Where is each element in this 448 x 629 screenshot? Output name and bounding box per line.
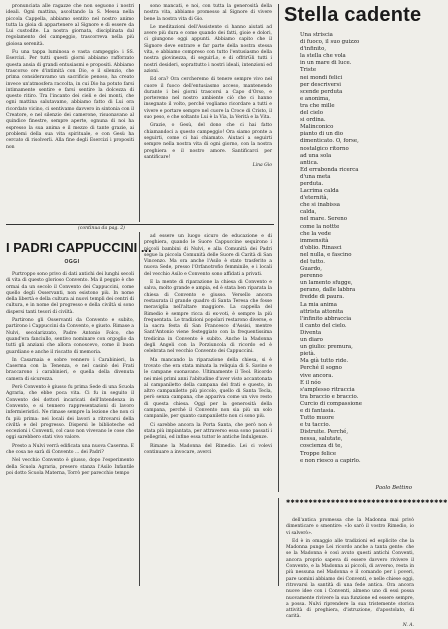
column-divider xyxy=(139,4,140,222)
poem-line: antica. xyxy=(300,159,319,166)
poem-line: Guardo, xyxy=(300,266,322,273)
column-divider xyxy=(139,232,140,586)
poem-line: d'eternità, xyxy=(300,195,329,202)
poem-line: e tu taccio. xyxy=(300,422,331,429)
article-subtitle: OGGI xyxy=(64,259,80,265)
poem-line: Lacrima calda xyxy=(300,188,339,195)
paragraph: Grazie, o Gesù, del dono che ci hai fatto chiamandoci a questo campeggio! Ora siamo pronte a seguirti, come ci hai chiamato. Aiutaci a seguirti sempre nella nostra vita di ogni giorno, con la nostra preghiera e il nostro amore. Santificarci per santificare! xyxy=(144,123,272,160)
paragraph: dell'antica promessa che la Madonna mai privò dimenticare o smentire: «Io sarò il vostro Rimedio, io vi salverò». xyxy=(286,518,414,536)
poem-line: e non riesco a capirlo. xyxy=(300,457,361,464)
poem-line: l'infinito abbraccia xyxy=(300,315,352,322)
poem-line: pietà. xyxy=(300,351,316,358)
column-divider xyxy=(278,498,279,586)
poem-line: del cielo xyxy=(300,110,323,117)
poem-line: attrista attonita xyxy=(300,308,344,315)
poem-line: in un mare di luce. xyxy=(300,60,352,67)
top-middle-column xyxy=(144,4,272,222)
article-signature: N. A. xyxy=(402,622,414,628)
poem-line: un giulio: premura, xyxy=(300,344,353,351)
poem-line: fredde di paura. xyxy=(300,294,345,301)
poem-line: vive ancora. xyxy=(300,372,334,379)
poem-line: perenno xyxy=(300,273,323,280)
poem-line: il canto del cielo. xyxy=(300,322,347,329)
poem-line: tra braccio e braccio. xyxy=(300,393,359,400)
poem-line: nel mare. Sereno xyxy=(300,216,347,223)
section-divider xyxy=(6,224,274,225)
poem-line: Tutto muore xyxy=(300,415,334,422)
poem-line: pianto di un dio xyxy=(300,131,343,138)
continued-note: (continua da pag. 2) xyxy=(78,226,125,231)
poem-line: e di fantasia. xyxy=(300,407,336,414)
poem-line: d'infinito, xyxy=(300,46,327,53)
poem-line: d'una meta xyxy=(300,173,331,180)
paragraph: Ci sarebbe ancora la Porta Santa, che però non è stata più impiantata, per attraverso essa sono passati i pellegrini, ed infine essa tuttor le antiche Indulgenze. xyxy=(144,422,272,441)
paragraph: Purtroppo sono privo di dati antichi dei lunghi secoli di vita di questo glorioso Convento. Ma il peggio è che ormai da un secolo il Convento dei Cappuccini, come quello degli Osservanti, non esistono più. In nome della libertà e della cultura ai nuovi templi dei centri di cultura, e in nome del progresso e della civiltà si sono dispersi tanti tesori di civiltà. xyxy=(6,272,134,315)
poem xyxy=(300,32,412,465)
ornamental-divider: ✱✱✱✱✱✱✱✱✱✱✱✱✱✱✱✱✱✱✱✱✱✱✱✱✱✱✱✱✱✱✱✱✱✱✱✱ xyxy=(286,499,448,505)
poem-line: scende perduta xyxy=(300,88,343,95)
paragraph: In Casarnaia e sobre vennero i Carabinieri, la Caserma con la Tenenza, e nel casinò dei Frati braccarono i carabinieri, e quella della divenuta camera di sicurezza. xyxy=(6,357,134,382)
poem-line: nel nulla, e fascino xyxy=(300,251,352,258)
paragraph: Le meditazioni dell'Assistente ci hanno aiutati ad avere più dura e come quando dei fatti, gioie e dolori, ci giungono oggi appunti. Abbiamo capito che il Signore deve entrare e far parte della nostra stessa vita, e abbiamo compreso con tutto l'entusiasmo della nostra giovinezza, di seguirLo, e di offrirGli tutti i nostri desideri, soprattutto i nostri ideali, intenzioni ed azioni. xyxy=(144,24,272,74)
paragraph: Però Convento è giusso fu prima Sede di una Scuola Agraria, che ebbe poca vita. Ci fu in seguito il Convento dei dottori incaricati dell'Intendenza in Convento, e si tennero rappresentazioni di lavoro infermieristici. Ne rimase sempre la lezione che non ci fu più prima: nei locali dei lavori a ritrovarsi della civiltà e del progresso. Dispersi le biblioteche ed eccezioni i Conventi, col caso non vivevano le cose che oggi sarebbero stati vivo valore. xyxy=(6,385,134,441)
poem-line: nessa, salutate, xyxy=(300,436,343,443)
poem-line: immensità xyxy=(300,237,329,244)
poem-line: che la vede xyxy=(300,230,331,237)
poem-line: tra che mille xyxy=(300,102,335,109)
poem-line: Troppe felice xyxy=(300,450,337,457)
poem-line: e anonima, xyxy=(300,95,331,102)
poem-line: coscienza di te, xyxy=(300,443,343,450)
poem-line: un lamento sfugge, xyxy=(300,280,353,287)
poem-line: La mia anima xyxy=(300,301,338,308)
poem-line: Distruite. Perché, xyxy=(300,429,349,436)
paragraph: Ed ora? Ora cercheremo di tenere sempre vivo nel cuore il fuoco dell'entusiasmo acceso, mantenendo durante i bei giorni trascorsi a Capo d'Orso, e porteremo nel nostro ambiente ciò che ci hanno insegnato il volto, perché vogliamo ricordare a tutti e vivere e portare sempre nel cuore la Croce di Cristo, il suo peso, e che soltanto Lui è la Via, la Verità e la Vita. xyxy=(144,77,272,121)
poem-line: del tutto. xyxy=(300,259,325,265)
poem-line: si ordina. xyxy=(300,117,326,124)
bottom-right-column xyxy=(286,518,414,628)
poem-line: dimenticato. O, forse, xyxy=(300,138,359,145)
poem-line: s'amplesso ritraccia xyxy=(300,386,355,393)
paragraph: pronunciata alle ragazze che non seguono i nostri ideali. Ogni mattina, ascoltando la S. Messa nella piccola Cappella, abbiamo sentito nel nostro animo tutta la gioia di appartenere al Signore e di essere da Lui custodite. La nostra giornata, disciplinata dal regolamento del campeggio, trascorreva nella più gioiosa serenità. xyxy=(6,4,134,47)
poem-line: per descriversi xyxy=(300,81,341,88)
poem-line: di fuoco, il suo guizzo xyxy=(300,39,360,46)
paragraph: Fu una tappa luminosa e vasta campeggio: i SS. Esercizi. Per tutti questi giorni abbiamo rafforzato questa ansia di grandi entusiasmi e propositi. Abbiamo trascorso ore d'intimità con Dio, e il silenzio, che prima consideravamo un sacrificio penoso, ha creato invece un'atmosfera raccolta, in cui Dio ha potuto farsi intimamente sentire e farsi sentire la dolcezza di questo ritiro. Tra l'incanto dei cieli e dei monti, che ogni mattina salutavamo, abbiamo fatto di Lui ora ricordato vicino, ci sentivamo davvero in sintonia con il Creatore, e nel silenzio dei camerone, risuonavano al quindice finestre, sempre aperte, ognuna di noi ha espresso la sua anima e il mezzo di tante grazie, ai problemi della sua vita spirituale, e con Gesù ha cercato di risolverli. Alla fine degli Esercizi i propositi non xyxy=(6,50,134,150)
poem-line: come la nottte xyxy=(300,223,340,230)
poem-line: perano, dalle labbra xyxy=(300,287,356,294)
article-header xyxy=(6,240,152,265)
poem-line: Ed errabonda ricerca xyxy=(300,166,359,173)
poem-line: calda, xyxy=(300,209,317,216)
top-left-column xyxy=(6,4,134,222)
bottom-middle-column xyxy=(144,234,272,586)
paragraph: ad essere un luogo sicuro de educazione e di preghiera, quando le Suore Cappuccine sequirono i piccoli bambini di Nulvi, e alla Comunità dei Padri segue la piccola Comunità delle Suore di Carità di San Vincenzo. Ma ora anche l'Asilo è stato trasferito a nuova Sede, presso l'Orfanotrofio femminile, e i locali del vecchio Asilo e Convento sono affidati a privati. xyxy=(144,234,272,277)
poem-line: ad una sola xyxy=(300,152,332,159)
poem-line: che si inabissa xyxy=(300,202,340,209)
paragraph: Presto a Nulvi verrà edificata una nuova Caserma. E che cosa ne sarà di Convento ... dei Padri? xyxy=(6,443,134,456)
poem-line: Malinconico xyxy=(300,124,334,131)
bottom-left-column xyxy=(6,272,134,586)
poem-line: Diventa xyxy=(300,329,322,336)
poem-title: Stella cadente xyxy=(284,4,422,26)
poem-signature: Paolo Bettino xyxy=(375,485,412,491)
poem-line: E il nóo xyxy=(300,379,321,386)
poem-line: d'oblio. Rinasci xyxy=(300,244,342,251)
poem-line: perduta. xyxy=(300,180,324,187)
article-title: I PADRI CAPPUCCINI ... xyxy=(6,240,152,255)
article-signature: Lina Gio xyxy=(252,163,272,169)
poem-line: la stella che vola xyxy=(300,53,346,60)
poem-line: nei mondi felici xyxy=(300,74,343,81)
paragraph: Nel vecchio Convento è giusso, dopo l'esperimento della Scuola Agraria, presero stanza l'Asilo Infantile poi dotto Scuola Materna, Torrò per parecchio tempo xyxy=(6,458,134,476)
paragraph: Ma mancando la riparazione della chiesa, si è trovato che era stata minata la reliquia di S. Savino e le campane suonavano. Ultimamente il Teol. Ricordo nei miei primi anni l'abitudine d'aver visto accantonata al campaniletto della campana del frati e questo, in altro campaniletto più piccolo, quello di Santa Tecla, però senza campana, che appariva come un vivo resto di questa chiesa. Oggi per la generosità della campana, perché il Convento non sia più un solo campanile, per quanto campaniletto non ci sono più. xyxy=(144,357,272,420)
paragraph: E la mente di riparazione la chiesa di Convento e salva, molto grande e ampia, ed è stata ben riparata la chiesa di Convento e giusso. Versello ancora restaurata il grande quadro di Santa Teresa che fosse meraviglia nell'altare maggiore. La cappella del Rimedio è sempre ricca di ex-voti, è sempre la più frequentata. Le tradizioni popolari restarono diverse, e la sacra festa di San Francesco d'Assisi, mentre Sant'Antonio viene festeggiato con la frequentissima tredicina in Convento è subito. Anche la Madonna degli Angeli con la Porziuncola di ricordo ed è celebrata nel vecchio Convento dei Cappuccini. xyxy=(144,280,272,355)
poem-line: un diaro xyxy=(300,337,323,344)
paragraph: Rimane la Madonna del Rimedio. Lei ci volevi continuare a invocare, averci xyxy=(144,443,272,455)
poem-line: Curcio di compassione xyxy=(300,400,362,407)
poem-line: Perché il sogno xyxy=(300,365,342,372)
poem-line: Triste xyxy=(300,67,317,74)
column-divider xyxy=(278,4,279,492)
poem-line: Ma già tutto ride. xyxy=(300,358,349,365)
poem-line: nostalgico ritorno xyxy=(300,145,349,152)
paragraph: Ed è in omaggio alle tradizioni ed esplicite che la Madonna punge Lei ricordo anche a tanta gente: che se la Madonna è così avuto questi antichi Conventi, ancora proprio sapeva di essere davvero rivivere il Convento, e la Madonna ai piccoli, di avverso, resta in più nessuna nel Madonna e il comando per i poveri, pare uomini abbiamo dei Conventi, e nelle chiese oggi, ritrovarsi la santità di una fede antica. Ora ancora nuove idee con i Conventi, almeno uno di essi possa nuovamente rivivere la sua funzione ed essere sempre, a possa. Nulvi riprendere la sua tristemente storica attività di preghiera, d'istruzione, d'apostolato, di carità. xyxy=(286,538,414,620)
paragraph: Partirono gli Osservanti da Convento e subito, partirono i Cappuccini da Convento, e giusto. Rimase a Nulvi, secolarizzato, Padre Antonio Folco, che quand'era fanciullo, sentivo nominare con orgoglio da tutti gli anziani che allora conoscevo, come il buon guardiano e anche il riscatto di memoria. xyxy=(6,318,134,355)
paragraph: sono mancati, e noi, con tutta la generosità della nostra vita, abbiamo promesso al Signore di vivere bene la nostra vita di Gio. xyxy=(144,4,272,22)
poem-line: Una striscia xyxy=(300,32,333,38)
